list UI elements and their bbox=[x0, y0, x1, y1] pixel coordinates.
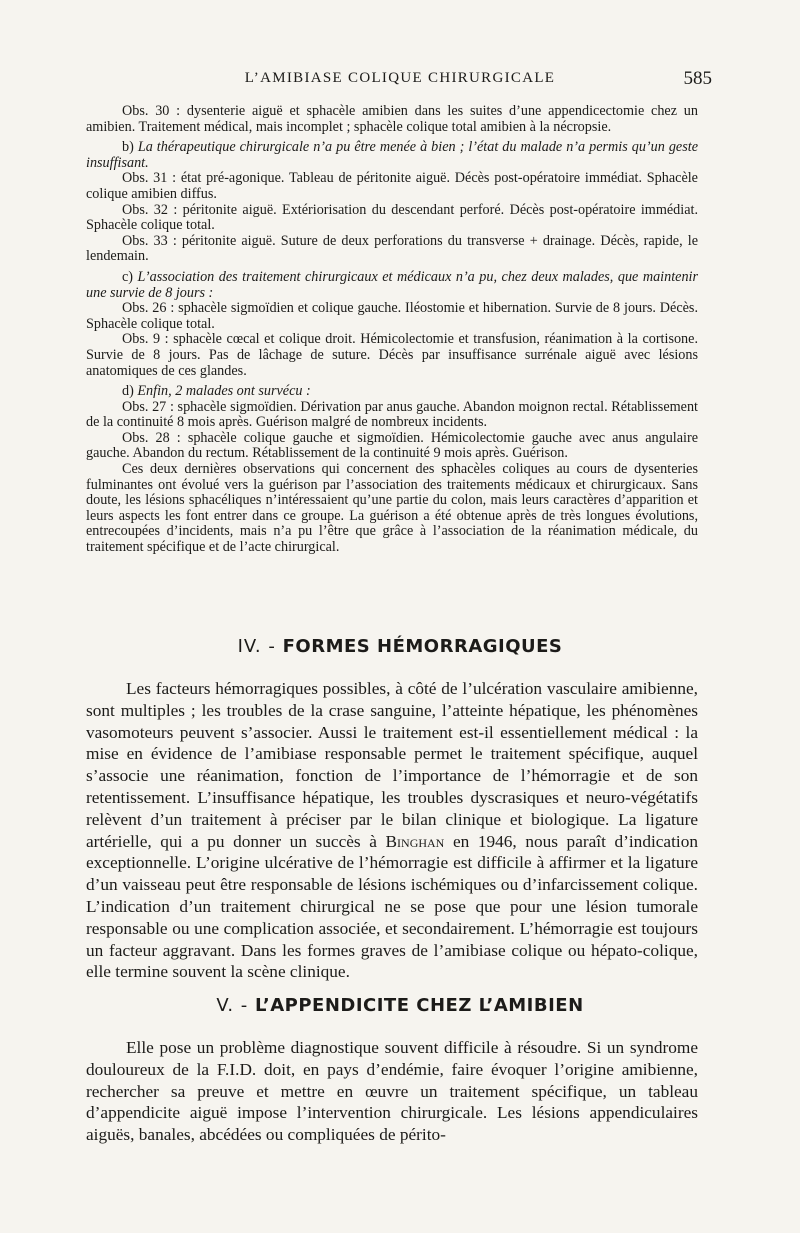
subsection-d bbox=[86, 384, 698, 400]
subsection-c-label: c) bbox=[122, 268, 134, 285]
page-number: 585 bbox=[683, 68, 712, 89]
section-number: IV. - bbox=[237, 636, 276, 657]
author-name: Binghan bbox=[385, 831, 445, 851]
obs-28: Obs. 28 : sphacèle colique gauche et sigmoïdien. Hémicolectomie gauche avec anus angulaire gauche. Abandon du rectum. Rétablissement de la continuité 9 mois après. Guérison. bbox=[86, 429, 698, 462]
obs-31: Obs. 31 : état pré-agonique. Tableau de péritonite aiguë. Décès post-opératoire immédiat. Sphacèle colique amibien diffus. bbox=[86, 170, 698, 202]
running-title: L’AMIBIASE COLIQUE CHIRURGICALE bbox=[244, 70, 556, 86]
section-v-body bbox=[86, 1037, 698, 1146]
conclusion-paragraph: Ces deux dernières observations qui concernent des sphacèles coliques au cours de dysenteries fulminantes ont évolué vers la guérison par l’association des traitements médicaux et chirurgicaux. Sans doute, les lésions sphacéliques n’intéressaient qu’une partie du colon, mais leurs caractères d’apparition et leurs aspects les font entrer dans ce groupe. La guérison a été obtenue après de très longues évolutions, entrecoupées d’incidents, mais n’a pu l’être que grâce à l’association de la réanimation médicale, du traitement spécifique et de l’acte chirurgical. bbox=[86, 461, 698, 556]
section-v-paragraph: Elle pose un problème diagnostique souvent difficile à résoudre. Si un syndrome douloureux de la F.I.D. doit, en pays d’endémie, faire évoquer l’origine amibienne, rechercher sa preuve et mettre en œuvre un traitement spécifique, un tableau d’appendicite aiguë impose l’intervention chirurgicale. Les lésions appendiculaires aiguës, banales, abcédées ou compliquées de périto- bbox=[86, 1038, 698, 1145]
subsection-b-title: La thérapeutique chirurgicale n’a pu être menée à bien ; l’état du malade n’a permis qu’un geste insuffisant. bbox=[86, 139, 698, 171]
section-number: V. - bbox=[216, 995, 249, 1016]
section-heading-iv bbox=[0, 636, 800, 657]
observations-block bbox=[86, 104, 698, 556]
paragraph-part: Les facteurs hémorragiques possibles, à côté de l’ulcération vasculaire amibienne, sont multiples ; les troubles de la crase sanguine, l’atteinte hépatique, les phénomènes vasomoteurs peuvent s’associer. Aussi le traitement est-il essentiellement médical : la mise en évidence de l’amibiase responsable permet le traitement spécifique, auquel s’associe une réanimation, fonction de l’importance de l’hémorragie et de son retentissement. L’insuffisance hépatique, les troubles dyscrasiques et neuro-végétatifs relèvent d’un traitement à préciser par le bilan clinique et biologique. La ligature artérielle, qui a pu donner un succès à bbox=[86, 679, 698, 851]
obs-9: Obs. 9 : sphacèle cœcal et colique droit. Hémicolectomie et transfusion, réanimation à la cortisone. Survie de 8 jours. Pas de lâchage de suture. Décès par insuffisance surrénale aiguë avec lésions anatomiques de ces glandes. bbox=[86, 331, 698, 379]
section-iv-paragraph bbox=[86, 678, 698, 983]
subsection-b-label: b) bbox=[122, 139, 134, 156]
section-heading-v bbox=[0, 995, 800, 1016]
obs-27: Obs. 27 : sphacèle sigmoïdien. Dérivation par anus gauche. Abandon moignon rectal. Rétablissement de la continuité 8 mois après. Guérison malgré de nombreux incidents. bbox=[86, 398, 698, 431]
obs-32: Obs. 32 : péritonite aiguë. Extériorisation du descendant perforé. Décès post-opératoire immédiat. Sphacèle colique total. bbox=[86, 201, 698, 234]
obs-33: Obs. 33 : péritonite aiguë. Suture de deux perforations du transverse + drainage. Décès, rapide, le lendemain. bbox=[86, 232, 698, 265]
subsection-b bbox=[86, 140, 698, 171]
section-title: FORMES HÉMORRAGIQUES bbox=[282, 636, 563, 657]
running-header bbox=[0, 70, 800, 94]
section-title: L’APPENDICITE CHEZ L’AMIBIEN bbox=[255, 995, 584, 1016]
obs-30: Obs. 30 : dysenterie aiguë et sphacèle amibien dans les suites d’une appendicectomie chez un amibien. Traitement médical, mais incomplet ; sphacèle colique total amibien à la nécropsie. bbox=[86, 103, 698, 135]
subsection-d-title: Enfin, 2 malades ont survécu : bbox=[137, 383, 311, 400]
subsection-c bbox=[86, 270, 698, 301]
subsection-d-label: d) bbox=[122, 383, 134, 400]
paragraph-part: en 1946, nous paraît d’indication exceptionnelle. L’origine ulcérative de l’hémorragie est difficile à affirmer et la ligature d’un vaisseau peut être responsable de lésions ischémiques ou d’infarcissement colique. L’indication d’un traitement chirurgical ne se pose que pour une lésion tumorale responsable ou une complication associée, et secondairement. L’hémorragie est toujours un facteur aggravant. Dans les formes graves de l’amibiase colique ou hépato-colique, elle termine souvent la scène clinique. bbox=[86, 831, 698, 982]
obs-26: Obs. 26 : sphacèle sigmoïdien et colique gauche. Iléostomie et hibernation. Survie de 8 jours. Décès. Sphacèle colique total. bbox=[86, 300, 698, 332]
section-iv-body bbox=[86, 678, 698, 983]
subsection-c-title: L’association des traitement chirurgicaux et médicaux n’a pu, chez deux malades, que maintenir une survie de 8 jours : bbox=[86, 268, 699, 301]
